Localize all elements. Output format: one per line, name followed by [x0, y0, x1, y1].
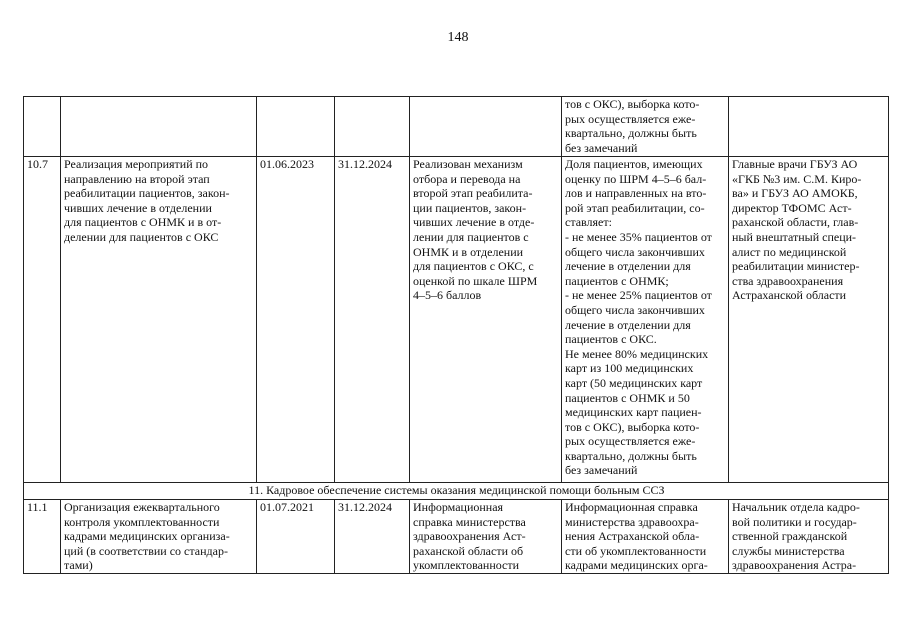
cell-end-date: 31.12.2024	[335, 157, 410, 483]
cell-criteria: тов с ОКС), выборка кото- рых осуществляется еже- квартально, должны быть без замечаний	[562, 97, 729, 157]
cell-name: Реализация мероприятий по направлению на второй этап реабилитации пациентов, закон- чивших лечение в отделении для пациентов с ОНМК и в от- делении для пациентов с ОКС	[61, 157, 257, 483]
table-row-10-7	[24, 157, 889, 483]
section-header-row	[24, 483, 889, 500]
cell-num: 11.1	[24, 500, 61, 574]
cell-name: Организация ежеквартального контроля укомплектованности кадрами медицинских организа- ций (в соответствии со стандар- тами)	[61, 500, 257, 574]
cell-start-date: 01.07.2021	[257, 500, 335, 574]
table-row-continuation	[24, 97, 889, 157]
cell-criteria: Информационная справка министерства здравоохра- нения Астраханской обла- сти об укомплектованности кадрами медицинских орга-	[562, 500, 729, 574]
cell-result	[410, 97, 562, 157]
cell-start-date: 01.06.2023	[257, 157, 335, 483]
cell-num	[24, 97, 61, 157]
cell-result: Реализован механизм отбора и перевода на второй этап реабилита- ции пациентов, закон- чивших лечение в отде- лении для пациентов с ОНМК и в отделении для пациентов с ОКС, с оценкой по шкале ШРМ 4–5–6 баллов	[410, 157, 562, 483]
cell-name	[61, 97, 257, 157]
cell-criteria: Доля пациентов, имеющих оценку по ШРМ 4–5–6 бал- лов и направленных на вто- рой этап реабилитации, со- ставляет: - не менее 35% пациентов от общего числа закончивших лечение в отделении для пациентов с ОНМК; - не менее 25% пациентов от общего числа закончивших лечение в отделении для пациентов с ОКС. Не менее 80% медицинских карт из 100 медицинских карт (50 медицинских карт пациентов с ОНМК и 50 медицинских карт пациен- тов с ОКС), выборка кото- рых осуществляется еже- квартально, должны быть без замечаний	[562, 157, 729, 483]
page-number: 148	[447, 30, 469, 45]
cell-num: 10.7	[24, 157, 61, 483]
cell-responsible: Начальник отдела кадро- вой политики и государ- ственной гражданской службы министерства здравоохранения Астра-	[729, 500, 889, 574]
measures-table	[23, 96, 889, 574]
cell-result: Информационная справка министерства здравоохранения Аст- раханской области об укомплектованности	[410, 500, 562, 574]
table-row-11-1	[24, 500, 889, 574]
cell-responsible: Главные врачи ГБУЗ АО «ГКБ №3 им. С.М. Киро- ва» и ГБУЗ АО АМОКБ, директор ТФОМС Аст- раханской области, глав- ный внештатный специ- алист по медицинской реабилитации министер- ства здравоохранения Астраханской области	[729, 157, 889, 483]
cell-end-date: 31.12.2024	[335, 500, 410, 574]
cell-start-date	[257, 97, 335, 157]
cell-responsible	[729, 97, 889, 157]
cell-end-date	[335, 97, 410, 157]
section-title: 11. Кадровое обеспечение системы оказания медицинской помощи больным ССЗ	[24, 483, 889, 500]
